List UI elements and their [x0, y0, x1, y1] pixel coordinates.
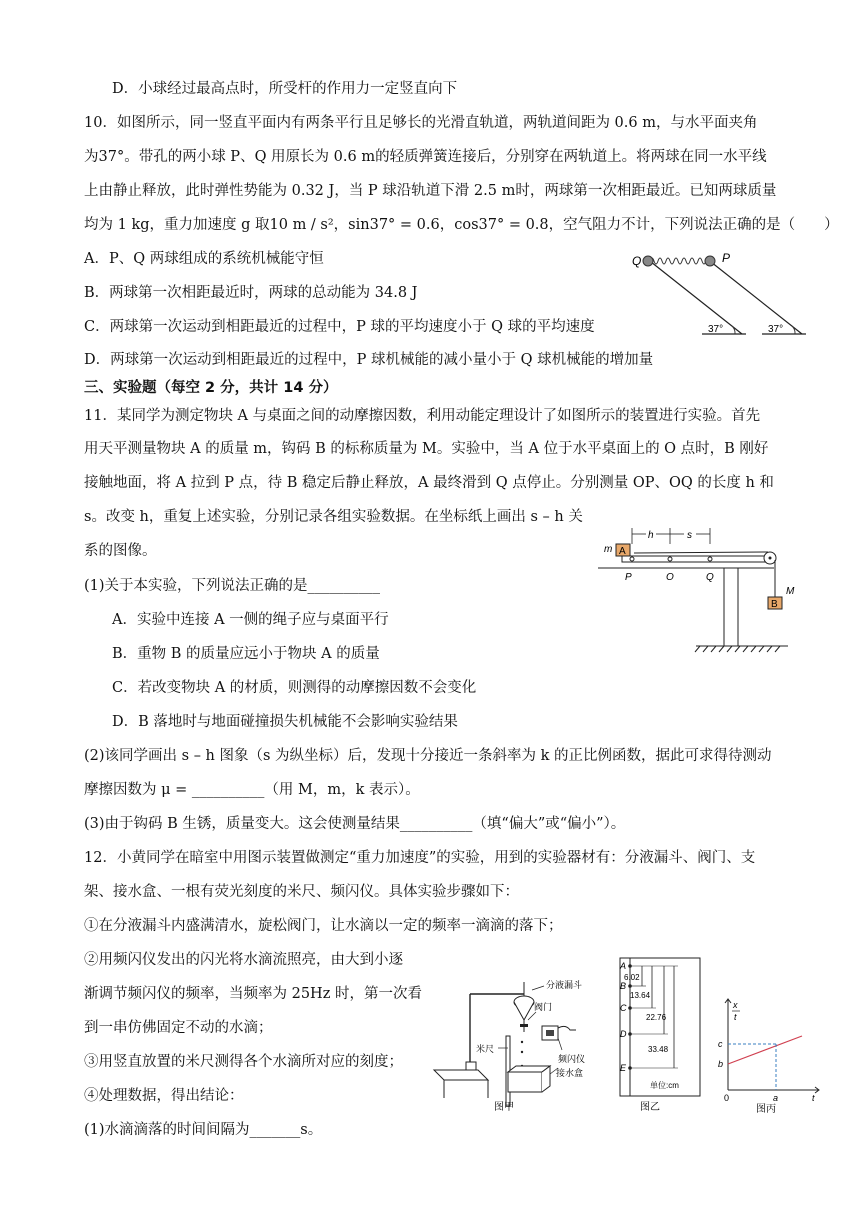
- fig-b-caption: 图乙: [640, 1102, 660, 1113]
- valve-icon: [520, 1024, 528, 1027]
- label-drop-b: B: [620, 981, 627, 991]
- label-drop-a: A: [620, 961, 627, 971]
- q10-option-b: B．两球第一次相距最近时，两球的总动能为 34.8 J: [84, 285, 418, 301]
- label-valve: 阀门: [534, 1002, 553, 1012]
- q12-step-2-line-2: 渐调节频闪仪的频率，当频率为 25Hz 时，第一次看: [84, 986, 422, 1002]
- q11-stem-1: 11．某同学为测定物块 A 与桌面之间的动摩擦因数，利用动能定理设计了如图所示的装置进行实验。首先: [84, 408, 761, 424]
- label-drop-d: D: [620, 1029, 627, 1039]
- q12-step-2-line-3: 到一串仿佛固定不动的水滴；: [84, 1020, 273, 1036]
- y-axis-numerator: x: [733, 1000, 738, 1010]
- label-p: P: [722, 251, 731, 265]
- q11-part-1-option-a: A．实验中连接 A 一侧的绳子应与桌面平行: [112, 612, 389, 628]
- label-water-box: 接水盒: [556, 1068, 584, 1078]
- q11-part-2-line-1: (2)该同学画出 s – h 图象（s 为纵坐标）后，发现十分接近一条斜率为 k 的正比例函数，据此可求得待测动: [84, 748, 772, 764]
- label-point-p: P: [625, 572, 632, 583]
- q11-part-1: (1)关于本实验，下列说法正确的是__________: [84, 578, 381, 594]
- q10-rails-figure: [614, 246, 814, 342]
- ball-q-icon: [643, 256, 653, 266]
- spring-icon: [650, 258, 706, 264]
- label-h: h: [648, 530, 654, 541]
- y-axis-denominator: t: [734, 1012, 737, 1022]
- q12-fig-c-graph: [712, 994, 824, 1114]
- label-s: s: [687, 530, 692, 541]
- q11-part-2-line-2: 摩擦因数为 μ = __________（用 M，m，k 表示）。: [84, 782, 420, 798]
- label-c: c: [718, 1039, 723, 1049]
- q10-stem-1: 10．如图所示，同一竖直平面内有两条平行且足够长的光滑直轨道，两轨道间距为 0.6 m，与水平面夹角: [84, 115, 758, 131]
- q11-stem-3: 接触地面，将 A 拉到 P 点，待 B 稳定后静止释放，A 最终滑到 Q 点停止。分别测量 OP、OQ 的长度 h 和: [84, 475, 774, 491]
- angle-label-2: 37°: [768, 324, 784, 335]
- q12-step-3: ③用竖直放置的米尺测得各个水滴所对应的刻度；: [84, 1054, 403, 1070]
- label-origin: 0: [724, 1093, 730, 1103]
- q12-fig-a-apparatus: [432, 966, 627, 1114]
- q12-part-1: (1)水滴滴落的时间间隔为_______s。: [84, 1122, 323, 1138]
- q12-step-2-line-1: ②用频闪仪发出的闪光将水滴流照亮，由大到小逐: [84, 952, 403, 968]
- q10-stem-4: 均为 1 kg，重力加速度 g 取10 m / s²，sin37° = 0.6，cos37° = 0.8，空气阻力不计，下列说法正确的是（ ）: [84, 217, 839, 233]
- q10-option-d: D．两球第一次运动到相距最近的过程中，P 球机械能的减小量小于 Q 球机械能的增加量: [84, 352, 654, 368]
- q9-option-d: D．小球经过最高点时，所受杆的作用力一定竖直向下: [112, 81, 458, 97]
- label-funnel: 分液漏斗: [546, 980, 583, 990]
- fig-a-caption: 图甲: [494, 1102, 514, 1113]
- q11-part-1-option-d: D．B 落地时与地面碰撞损失机械能不会影响实验结果: [112, 714, 458, 730]
- q10-stem-2: 为37°。带孔的两小球 P、Q 用原长为 0.6 m的轻质弹簧连接后，分别穿在两轨道上。将两球在同一水平线: [84, 149, 767, 165]
- label-block-b: B: [771, 599, 778, 610]
- q11-part-1-option-c: C．若改变物块 A 的材质，则测得的动摩擦因数不会变化: [112, 680, 477, 696]
- label-q: Q: [632, 254, 642, 268]
- unit-label: 单位:cm: [650, 1081, 679, 1090]
- label-block-a: A: [619, 546, 626, 557]
- q11-part-1-option-b: B．重物 B 的质量应远小于物块 A 的质量: [112, 646, 380, 662]
- q12-stem-2: 架、接水盒、一根有荧光刻度的米尺、频闪仪。具体实验步骤如下：: [84, 884, 519, 900]
- label-drop-e: E: [620, 1063, 627, 1073]
- reading-2: 13.64: [630, 991, 651, 1000]
- ball-p-icon: [705, 256, 715, 266]
- label-b: b: [718, 1059, 724, 1069]
- q12-step-1: ①在分液漏斗内盛满清水，旋松阀门，让水滴以一定的频率一滴滴的落下；: [84, 918, 563, 934]
- label-m: m: [604, 544, 613, 555]
- reading-4: 33.48: [648, 1045, 669, 1054]
- reading-1: 6.02: [624, 973, 640, 982]
- q11-part-3: (3)由于钩码 B 生锈，质量变大。这会使测量结果__________（填“偏大”或“偏小”）。: [84, 816, 626, 832]
- label-strobe: 频闪仪: [558, 1054, 586, 1064]
- label-drop-c: C: [620, 1003, 627, 1013]
- fig-c-caption: 图丙: [756, 1104, 776, 1114]
- q11-apparatus-figure: [598, 514, 810, 654]
- q11-stem-5: 系的图像。: [84, 543, 157, 559]
- label-point-o: O: [666, 572, 674, 583]
- q10-option-c: C．两球第一次运动到相距最近的过程中，P 球的平均速度小于 Q 球的平均速度: [84, 319, 595, 335]
- label-mass-m: M: [786, 586, 795, 597]
- q11-stem-4: s。改变 h，重复上述实验，分别记录各组实验数据。在坐标纸上画出 s – h 关: [84, 509, 583, 525]
- water-box-icon: [508, 1072, 542, 1092]
- q10-option-a: A．P、Q 两球组成的系统机械能守恒: [84, 251, 324, 267]
- label-point-q: Q: [706, 572, 714, 583]
- q11-stem-2: 用天平测量物块 A 的质量 m，钩码 B 的标称质量为 M。实验中，当 A 位于水平桌面上的 O 点时，B 刚好: [84, 441, 769, 457]
- q12-fig-b-readings: [608, 956, 714, 1114]
- reading-3: 22.76: [646, 1013, 667, 1022]
- section-3-heading: 三、实验题（每空 2 分，共计 14 分）: [84, 380, 338, 396]
- q10-stem-3: 上由静止释放，此时弹性势能为 0.32 J，当 P 球沿轨道下滑 2.5 m时，两球第一次相距最近。已知两球质量: [84, 183, 777, 199]
- q12-step-4: ④处理数据，得出结论：: [84, 1088, 244, 1104]
- x-axis-label: t: [812, 1093, 815, 1103]
- label-ruler: 米尺: [476, 1044, 495, 1054]
- angle-label-1: 37°: [708, 324, 724, 335]
- label-a: a: [773, 1093, 779, 1103]
- q12-stem-1: 12．小黄同学在暗室中用图示装置做测定“重力加速度”的实验，用到的实验器材有：分液漏斗、阀门、支: [84, 850, 756, 866]
